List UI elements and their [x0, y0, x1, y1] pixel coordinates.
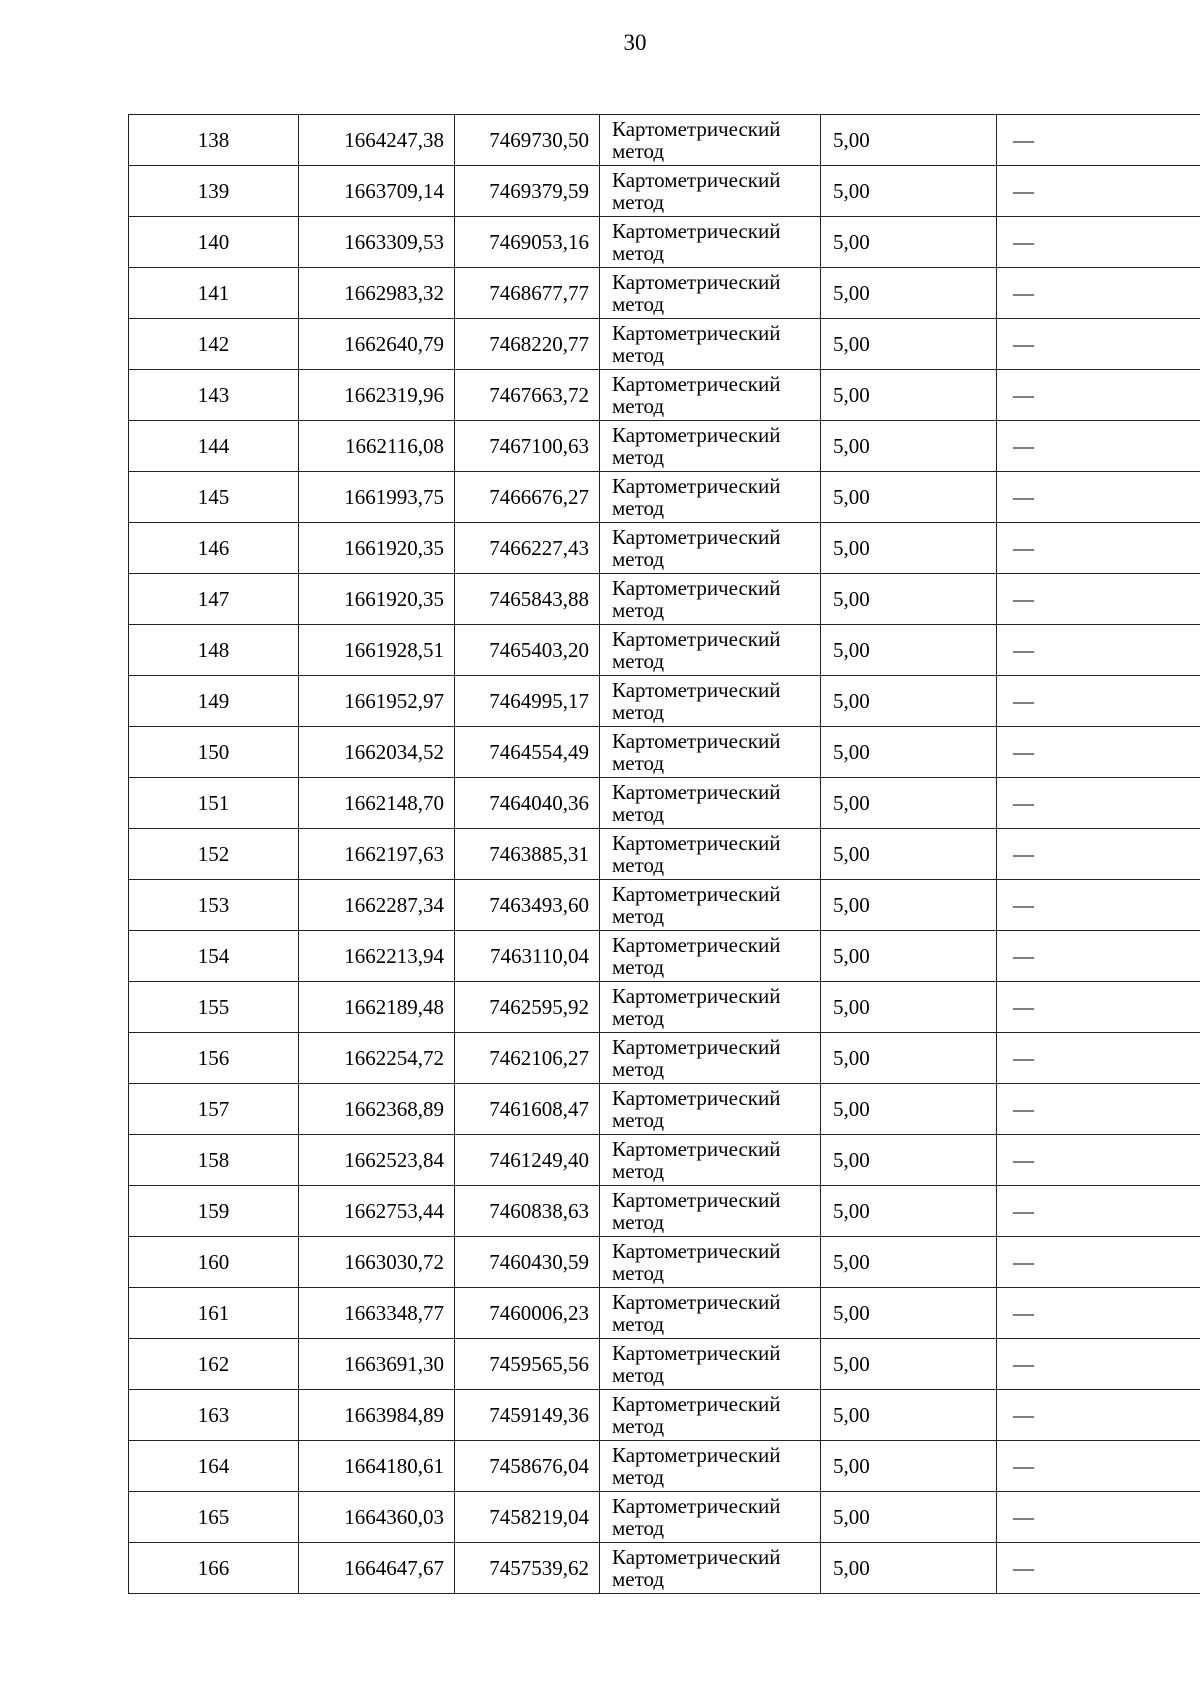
accuracy-cell: 5,00 [821, 217, 997, 268]
description-cell: — [997, 319, 1200, 370]
y-coordinate-cell: 7464554,49 [455, 727, 600, 778]
method-cell [600, 472, 821, 523]
method-cell [600, 115, 821, 166]
method-line-2: метод [612, 1414, 665, 1438]
y-coordinate-cell: 7461249,40 [455, 1135, 600, 1186]
accuracy-cell: 5,00 [821, 1339, 997, 1390]
description-cell: — [997, 931, 1200, 982]
point-number-cell: 156 [129, 1033, 299, 1084]
accuracy-cell: 5,00 [821, 1135, 997, 1186]
method-line-1: Картометрический [612, 321, 781, 345]
accuracy-cell: 5,00 [821, 1033, 997, 1084]
method-cell [600, 829, 821, 880]
point-number-cell: 161 [129, 1288, 299, 1339]
method-cell [600, 982, 821, 1033]
description-cell: — [997, 421, 1200, 472]
page-number: 30 [623, 30, 647, 55]
x-coordinate-cell: 1664360,03 [299, 1492, 455, 1543]
method-line-1: Картометрический [612, 1341, 781, 1365]
description-cell: — [997, 982, 1200, 1033]
x-coordinate-cell: 1663709,14 [299, 166, 455, 217]
method-line-2: метод [612, 343, 665, 367]
method-line-1: Картометрический [612, 1545, 781, 1569]
y-coordinate-cell: 7463110,04 [455, 931, 600, 982]
method-line-2: метод [612, 1516, 665, 1540]
method-line-1: Картометрический [612, 1443, 781, 1467]
description-cell: — [997, 1237, 1200, 1288]
table-row [129, 1339, 1200, 1390]
y-coordinate-cell: 7464040,36 [455, 778, 600, 829]
method-cell [600, 1186, 821, 1237]
point-number-cell: 162 [129, 1339, 299, 1390]
y-coordinate-cell: 7464995,17 [455, 676, 600, 727]
method-line-2: метод [612, 190, 665, 214]
description-cell: — [997, 1033, 1200, 1084]
accuracy-cell: 5,00 [821, 268, 997, 319]
x-coordinate-cell: 1662753,44 [299, 1186, 455, 1237]
x-coordinate-cell: 1663984,89 [299, 1390, 455, 1441]
method-cell [600, 1339, 821, 1390]
point-number-cell: 145 [129, 472, 299, 523]
method-cell [600, 1441, 821, 1492]
y-coordinate-cell: 7457539,62 [455, 1543, 600, 1594]
y-coordinate-cell: 7469730,50 [455, 115, 600, 166]
description-cell: — [997, 1339, 1200, 1390]
y-coordinate-cell: 7458676,04 [455, 1441, 600, 1492]
table-row [129, 166, 1200, 217]
description-cell: — [997, 1390, 1200, 1441]
y-coordinate-cell: 7468220,77 [455, 319, 600, 370]
method-line-1: Картометрический [612, 933, 781, 957]
y-coordinate-cell: 7459149,36 [455, 1390, 600, 1441]
method-line-2: метод [612, 1210, 665, 1234]
method-line-1: Картометрический [612, 729, 781, 753]
x-coordinate-cell: 1662640,79 [299, 319, 455, 370]
method-line-1: Картометрический [612, 1086, 781, 1110]
accuracy-cell: 5,00 [821, 1186, 997, 1237]
method-line-2: метод [612, 751, 665, 775]
description-cell: — [997, 1084, 1200, 1135]
method-line-1: Картометрический [612, 474, 781, 498]
accuracy-cell: 5,00 [821, 676, 997, 727]
y-coordinate-cell: 7467100,63 [455, 421, 600, 472]
method-line-2: метод [612, 1159, 665, 1183]
table-row [129, 778, 1200, 829]
point-number-cell: 149 [129, 676, 299, 727]
x-coordinate-cell: 1662034,52 [299, 727, 455, 778]
point-number-cell: 147 [129, 574, 299, 625]
table-row [129, 268, 1200, 319]
x-coordinate-cell: 1663309,53 [299, 217, 455, 268]
x-coordinate-cell: 1661928,51 [299, 625, 455, 676]
point-number-cell: 165 [129, 1492, 299, 1543]
method-line-2: метод [612, 649, 665, 673]
y-coordinate-cell: 7465403,20 [455, 625, 600, 676]
method-cell [600, 421, 821, 472]
method-cell [600, 880, 821, 931]
point-number-cell: 153 [129, 880, 299, 931]
method-cell [600, 676, 821, 727]
y-coordinate-cell: 7462595,92 [455, 982, 600, 1033]
method-line-2: метод [612, 1465, 665, 1489]
y-coordinate-cell: 7460430,59 [455, 1237, 600, 1288]
accuracy-cell: 5,00 [821, 982, 997, 1033]
point-number-cell: 152 [129, 829, 299, 880]
method-line-2: метод [612, 547, 665, 571]
table-row [129, 523, 1200, 574]
accuracy-cell: 5,00 [821, 727, 997, 778]
point-number-cell: 146 [129, 523, 299, 574]
method-line-2: метод [612, 445, 665, 469]
method-line-1: Картометрический [612, 372, 781, 396]
accuracy-cell: 5,00 [821, 1288, 997, 1339]
method-line-2: метод [612, 1312, 665, 1336]
method-line-2: метод [612, 1057, 665, 1081]
method-line-2: метод [612, 802, 665, 826]
description-cell: — [997, 880, 1200, 931]
x-coordinate-cell: 1662523,84 [299, 1135, 455, 1186]
table-row [129, 1288, 1200, 1339]
x-coordinate-cell: 1662319,96 [299, 370, 455, 421]
accuracy-cell: 5,00 [821, 1390, 997, 1441]
x-coordinate-cell: 1663691,30 [299, 1339, 455, 1390]
x-coordinate-cell: 1661920,35 [299, 523, 455, 574]
description-cell: — [997, 217, 1200, 268]
y-coordinate-cell: 7459565,56 [455, 1339, 600, 1390]
method-line-2: метод [612, 904, 665, 928]
table-row [129, 880, 1200, 931]
description-cell: — [997, 1186, 1200, 1237]
method-line-2: метод [612, 955, 665, 979]
x-coordinate-cell: 1663030,72 [299, 1237, 455, 1288]
method-line-1: Картометрический [612, 1392, 781, 1416]
x-coordinate-cell: 1662197,63 [299, 829, 455, 880]
point-number-cell: 151 [129, 778, 299, 829]
table-row [129, 1135, 1200, 1186]
description-cell: — [997, 370, 1200, 421]
table-row [129, 319, 1200, 370]
method-line-2: метод [612, 1108, 665, 1132]
point-number-cell: 144 [129, 421, 299, 472]
y-coordinate-cell: 7468677,77 [455, 268, 600, 319]
table-row [129, 1543, 1200, 1594]
method-line-2: метод [612, 1261, 665, 1285]
method-line-1: Картометрический [612, 678, 781, 702]
description-cell: — [997, 523, 1200, 574]
x-coordinate-cell: 1662213,94 [299, 931, 455, 982]
accuracy-cell: 5,00 [821, 1543, 997, 1594]
method-cell [600, 1288, 821, 1339]
method-cell [600, 931, 821, 982]
table-row [129, 1492, 1200, 1543]
point-number-cell: 155 [129, 982, 299, 1033]
table-row [129, 931, 1200, 982]
method-cell [600, 1237, 821, 1288]
x-coordinate-cell: 1662148,70 [299, 778, 455, 829]
table-row [129, 1033, 1200, 1084]
x-coordinate-cell: 1662368,89 [299, 1084, 455, 1135]
point-number-cell: 164 [129, 1441, 299, 1492]
method-line-2: метод [612, 598, 665, 622]
method-cell [600, 217, 821, 268]
description-cell: — [997, 676, 1200, 727]
description-cell: — [997, 778, 1200, 829]
method-line-2: метод [612, 241, 665, 265]
coordinates-table-body [129, 115, 1200, 1594]
method-line-1: Картометрический [612, 270, 781, 294]
table-row [129, 1441, 1200, 1492]
x-coordinate-cell: 1663348,77 [299, 1288, 455, 1339]
table-row [129, 1084, 1200, 1135]
accuracy-cell: 5,00 [821, 931, 997, 982]
method-line-1: Картометрический [612, 780, 781, 804]
table-row [129, 217, 1200, 268]
x-coordinate-cell: 1662189,48 [299, 982, 455, 1033]
method-cell [600, 574, 821, 625]
x-coordinate-cell: 1661952,97 [299, 676, 455, 727]
accuracy-cell: 5,00 [821, 829, 997, 880]
point-number-cell: 160 [129, 1237, 299, 1288]
x-coordinate-cell: 1661920,35 [299, 574, 455, 625]
method-line-2: метод [612, 292, 665, 316]
method-line-1: Картометрический [612, 831, 781, 855]
method-line-1: Картометрический [612, 1290, 781, 1314]
description-cell: — [997, 115, 1200, 166]
method-cell [600, 1543, 821, 1594]
accuracy-cell: 5,00 [821, 319, 997, 370]
point-number-cell: 141 [129, 268, 299, 319]
method-line-1: Картометрический [612, 1239, 781, 1263]
y-coordinate-cell: 7463493,60 [455, 880, 600, 931]
accuracy-cell: 5,00 [821, 523, 997, 574]
table-row [129, 829, 1200, 880]
method-line-1: Картометрический [612, 627, 781, 651]
x-coordinate-cell: 1664647,67 [299, 1543, 455, 1594]
method-cell [600, 268, 821, 319]
method-line-1: Картометрический [612, 117, 781, 141]
table-row [129, 727, 1200, 778]
y-coordinate-cell: 7463885,31 [455, 829, 600, 880]
accuracy-cell: 5,00 [821, 421, 997, 472]
description-cell: — [997, 829, 1200, 880]
point-number-cell: 158 [129, 1135, 299, 1186]
x-coordinate-cell: 1661993,75 [299, 472, 455, 523]
description-cell: — [997, 625, 1200, 676]
method-line-2: метод [612, 853, 665, 877]
method-line-1: Картометрический [612, 423, 781, 447]
accuracy-cell: 5,00 [821, 625, 997, 676]
description-cell: — [997, 1492, 1200, 1543]
method-line-1: Картометрический [612, 525, 781, 549]
point-number-cell: 150 [129, 727, 299, 778]
method-line-1: Картометрический [612, 984, 781, 1008]
method-line-1: Картометрический [612, 1035, 781, 1059]
table-row [129, 472, 1200, 523]
table-row [129, 982, 1200, 1033]
method-line-1: Картометрический [612, 219, 781, 243]
x-coordinate-cell: 1662254,72 [299, 1033, 455, 1084]
method-line-1: Картометрический [612, 168, 781, 192]
method-line-2: метод [612, 394, 665, 418]
point-number-cell: 140 [129, 217, 299, 268]
table-row [129, 1186, 1200, 1237]
point-number-cell: 154 [129, 931, 299, 982]
point-number-cell: 138 [129, 115, 299, 166]
method-cell [600, 1135, 821, 1186]
description-cell: — [997, 1543, 1200, 1594]
y-coordinate-cell: 7460838,63 [455, 1186, 600, 1237]
description-cell: — [997, 574, 1200, 625]
y-coordinate-cell: 7466676,27 [455, 472, 600, 523]
table-row [129, 370, 1200, 421]
table-row [129, 421, 1200, 472]
method-cell [600, 1492, 821, 1543]
accuracy-cell: 5,00 [821, 1084, 997, 1135]
method-line-1: Картометрический [612, 1188, 781, 1212]
method-line-2: метод [612, 700, 665, 724]
method-line-1: Картометрический [612, 1137, 781, 1161]
accuracy-cell: 5,00 [821, 472, 997, 523]
description-cell: — [997, 268, 1200, 319]
description-cell: — [997, 727, 1200, 778]
table-row [129, 574, 1200, 625]
method-line-1: Картометрический [612, 1494, 781, 1518]
method-cell [600, 625, 821, 676]
method-line-2: метод [612, 1363, 665, 1387]
y-coordinate-cell: 7469379,59 [455, 166, 600, 217]
description-cell: — [997, 166, 1200, 217]
x-coordinate-cell: 1662983,32 [299, 268, 455, 319]
method-cell [600, 1084, 821, 1135]
y-coordinate-cell: 7467663,72 [455, 370, 600, 421]
y-coordinate-cell: 7466227,43 [455, 523, 600, 574]
accuracy-cell: 5,00 [821, 115, 997, 166]
description-cell: — [997, 1288, 1200, 1339]
table-row [129, 676, 1200, 727]
method-line-1: Картометрический [612, 882, 781, 906]
y-coordinate-cell: 7469053,16 [455, 217, 600, 268]
accuracy-cell: 5,00 [821, 880, 997, 931]
y-coordinate-cell: 7458219,04 [455, 1492, 600, 1543]
method-cell [600, 370, 821, 421]
table-row [129, 1390, 1200, 1441]
x-coordinate-cell: 1662287,34 [299, 880, 455, 931]
y-coordinate-cell: 7460006,23 [455, 1288, 600, 1339]
accuracy-cell: 5,00 [821, 1237, 997, 1288]
method-line-2: метод [612, 1006, 665, 1030]
method-line-2: метод [612, 1567, 665, 1591]
point-number-cell: 142 [129, 319, 299, 370]
point-number-cell: 139 [129, 166, 299, 217]
y-coordinate-cell: 7465843,88 [455, 574, 600, 625]
accuracy-cell: 5,00 [821, 574, 997, 625]
point-number-cell: 157 [129, 1084, 299, 1135]
accuracy-cell: 5,00 [821, 778, 997, 829]
point-number-cell: 148 [129, 625, 299, 676]
x-coordinate-cell: 1662116,08 [299, 421, 455, 472]
method-cell [600, 1033, 821, 1084]
accuracy-cell: 5,00 [821, 1492, 997, 1543]
method-cell [600, 727, 821, 778]
y-coordinate-cell: 7462106,27 [455, 1033, 600, 1084]
method-cell [600, 319, 821, 370]
point-number-cell: 166 [129, 1543, 299, 1594]
method-cell [600, 778, 821, 829]
method-cell [600, 166, 821, 217]
point-number-cell: 163 [129, 1390, 299, 1441]
table-row [129, 625, 1200, 676]
coordinates-table [128, 114, 1200, 1594]
accuracy-cell: 5,00 [821, 370, 997, 421]
point-number-cell: 159 [129, 1186, 299, 1237]
y-coordinate-cell: 7461608,47 [455, 1084, 600, 1135]
table-row [129, 115, 1200, 166]
point-number-cell: 143 [129, 370, 299, 421]
method-line-1: Картометрический [612, 576, 781, 600]
x-coordinate-cell: 1664180,61 [299, 1441, 455, 1492]
accuracy-cell: 5,00 [821, 1441, 997, 1492]
table-row [129, 1237, 1200, 1288]
method-line-2: метод [612, 496, 665, 520]
description-cell: — [997, 1441, 1200, 1492]
description-cell: — [997, 1135, 1200, 1186]
description-cell: — [997, 472, 1200, 523]
method-cell [600, 1390, 821, 1441]
method-line-2: метод [612, 139, 665, 163]
method-cell [600, 523, 821, 574]
accuracy-cell: 5,00 [821, 166, 997, 217]
x-coordinate-cell: 1664247,38 [299, 115, 455, 166]
